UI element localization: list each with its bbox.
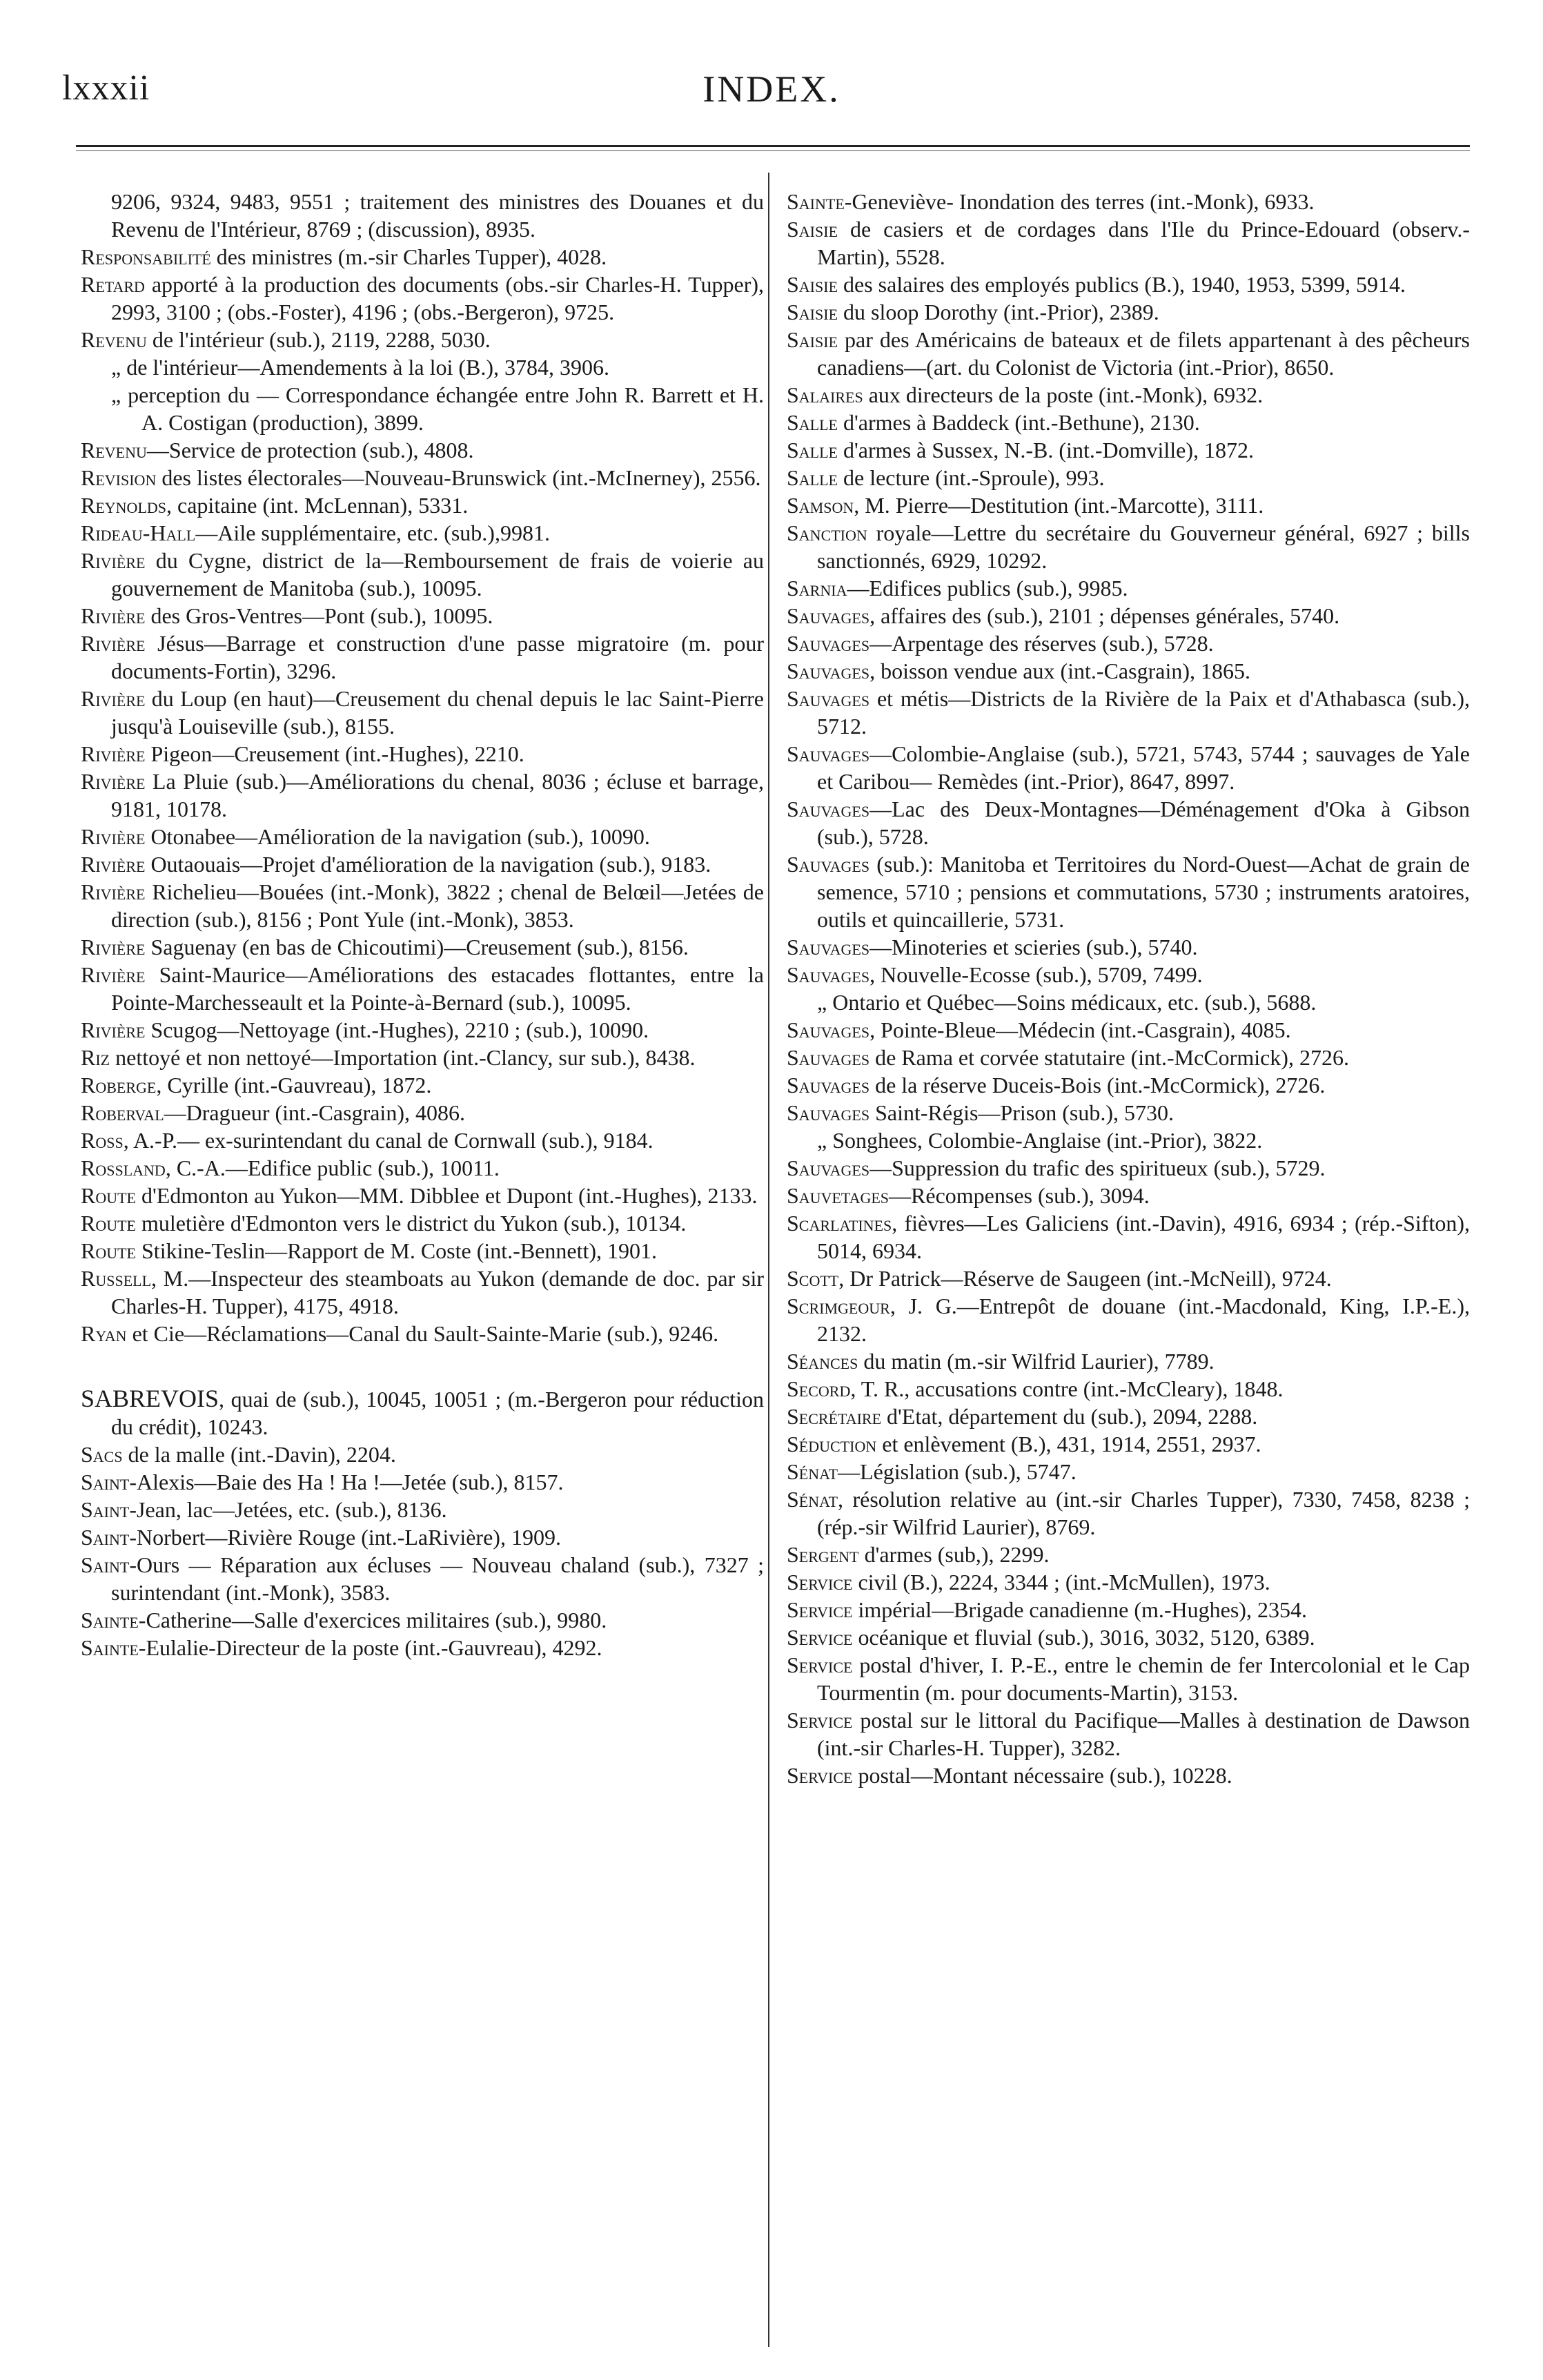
- entry-text: des Gros-Ventres—Pont (sub.), 10095.: [150, 603, 493, 628]
- index-entry: [787, 1596, 1470, 1623]
- index-entry: [81, 1016, 764, 1044]
- entry-heading: Sénat: [787, 1487, 838, 1512]
- entry-text: de lecture (int.-Sproule), 993.: [843, 465, 1105, 490]
- entry-text: de l'intérieur—Amendements à la loi (B.), 3784, 3906.: [126, 355, 610, 380]
- entry-heading: Rivière: [81, 1017, 146, 1042]
- entry-heading: Samson: [787, 493, 854, 518]
- entry-text: des listes électorales—Nouveau-Brunswick (int.-McInerney), 2556.: [161, 465, 761, 490]
- entry-heading: Salle: [787, 465, 838, 490]
- entry-heading: Retard: [81, 272, 145, 297]
- entry-text: —Minoteries et scieries (sub.), 5740.: [869, 935, 1198, 959]
- entry-heading: Secrétaire: [787, 1404, 882, 1429]
- entry-heading: Service: [787, 1570, 853, 1594]
- entry-heading: Sauvages: [787, 1017, 870, 1042]
- entry-text: civil (B.), 2224, 3344 ; (int.-McMullen), 1973.: [858, 1570, 1270, 1594]
- page-number: lxxxii: [62, 68, 150, 108]
- entry-heading: Séances: [787, 1349, 858, 1374]
- entry-text: de la réserve Duceis-Bois (int.-McCormick), 2726.: [875, 1073, 1326, 1098]
- entry-heading: Rideau-Hall: [81, 520, 196, 545]
- entry-text: Stikine-Teslin—Rapport de M. Coste (int.-Bennett), 1901.: [141, 1238, 657, 1263]
- entry-heading: Rivière: [81, 769, 146, 794]
- index-entry: [787, 464, 1470, 491]
- index-entry: [81, 878, 764, 933]
- entry-text: , Pointe-Bleue—Médecin (int.-Casgrain), 4085.: [869, 1017, 1291, 1042]
- entry-heading: Scott: [787, 1266, 839, 1291]
- index-entry: [787, 1126, 1470, 1154]
- entry-text: nettoyé et non nettoyé—Importation (int.-Clancy, sur sub.), 8438.: [115, 1045, 696, 1070]
- entry-heading: Sainte: [81, 1608, 139, 1632]
- entry-heading: Saint: [81, 1497, 130, 1522]
- entry-text: postal—Montant nécessaire (sub.), 10228.: [858, 1763, 1232, 1788]
- index-entry: [81, 961, 764, 1016]
- entry-text: —Edifices publics (sub.), 9985.: [847, 576, 1128, 601]
- entry-text: de l'intérieur (sub.), 2119, 2288, 5030.: [152, 327, 491, 352]
- index-entry: [81, 850, 764, 878]
- entry-heading: Route: [81, 1238, 136, 1263]
- index-entry: [81, 436, 764, 464]
- entry-heading: Roberval: [81, 1100, 164, 1125]
- entry-heading: „: [817, 1128, 827, 1153]
- index-entry: [787, 933, 1470, 961]
- entry-heading: Revision: [81, 465, 157, 490]
- index-entry: [81, 1385, 764, 1441]
- index-entry: [81, 491, 764, 519]
- entry-heading: Sauvages: [787, 603, 870, 628]
- index-entry: [787, 271, 1470, 298]
- index-entry: [81, 381, 764, 436]
- index-entry: [787, 1099, 1470, 1126]
- index-entry: [787, 381, 1470, 409]
- entry-text: —Suppression du trafic des spiritueux (sub.), 5729.: [869, 1155, 1326, 1180]
- entry-heading: Sainte: [81, 1635, 139, 1660]
- index-entry: [787, 740, 1470, 795]
- entry-heading: Rivière: [81, 686, 146, 711]
- entry-heading: Riz: [81, 1045, 110, 1070]
- entry-heading: Russell: [81, 1266, 152, 1291]
- entry-heading: Saisie: [787, 300, 838, 324]
- entry-heading: „: [111, 355, 121, 380]
- index-entry: [787, 1292, 1470, 1347]
- entry-heading: Service: [787, 1652, 853, 1677]
- entry-heading: Sauvages: [787, 659, 870, 683]
- index-entry: [81, 1606, 764, 1634]
- entry-heading: Sacs: [81, 1442, 123, 1467]
- index-entry: [81, 1496, 764, 1523]
- entry-text: , T. R., accusations contre (int.-McCleary), 1848.: [850, 1376, 1284, 1401]
- index-entry: [787, 602, 1470, 630]
- index-entry: [81, 740, 764, 768]
- index-entry: [787, 436, 1470, 464]
- entry-text: -Alexis—Baie des Ha ! Ha !—Jetée (sub.), 8157.: [129, 1470, 564, 1494]
- entry-heading: Rivière: [81, 741, 146, 766]
- entry-text: et enlèvement (B.), 431, 1914, 2551, 2937.: [882, 1432, 1261, 1456]
- index-entry: [787, 1209, 1470, 1265]
- entry-text: -Ours — Réparation aux écluses — Nouveau chaland (sub.), 7327 ; surintendant (int.-Monk), 3583.: [111, 1552, 764, 1605]
- index-entry: [81, 1468, 764, 1496]
- entry-heading: Route: [81, 1211, 136, 1236]
- entry-text: du sloop Dorothy (int.-Prior), 2389.: [843, 300, 1159, 324]
- index-entry: [787, 1265, 1470, 1292]
- entry-heading: Saint: [81, 1552, 130, 1577]
- index-entry: [81, 464, 764, 491]
- page-header: [0, 0, 1543, 138]
- entry-heading: Sauvages: [787, 852, 870, 877]
- entry-text: , quai de (sub.), 10045, 10051 ; (m.-Bergeron pour réduction du crédit), 10243.: [111, 1387, 764, 1439]
- entry-heading: „: [111, 382, 121, 407]
- index-entry: [787, 1541, 1470, 1568]
- entry-text: Richelieu—Bouées (int.-Monk), 3822 ; chenal de Belœil—Jetées de direction (sub.), 8156 ; Pont Yule (int.-Monk), 3853.: [111, 879, 764, 932]
- entry-text: d'armes à Sussex, N.-B. (int.-Domville), 1872.: [843, 438, 1255, 462]
- index-entry: [787, 574, 1470, 602]
- entry-text: Otonabee—Amélioration de la navigation (sub.), 10090.: [150, 824, 650, 849]
- section-gap: [81, 1347, 764, 1385]
- index-entry: [81, 1634, 764, 1661]
- entry-text: , M.—Inspecteur des steamboats au Yukon (demande de doc. par sir Charles-H. Tupper), 4175, 4918.: [111, 1266, 764, 1318]
- index-entry: [787, 1375, 1470, 1403]
- index-entry: [787, 795, 1470, 850]
- index-entry: [787, 1016, 1470, 1044]
- index-entry: [81, 1071, 764, 1099]
- index-entry: [787, 1182, 1470, 1209]
- entry-heading: Sauvages: [787, 1045, 870, 1070]
- index-entry: [81, 1441, 764, 1468]
- entry-heading: Sauvages: [787, 686, 870, 711]
- index-entry: [81, 1237, 764, 1265]
- entry-text: d'Edmonton au Yukon—MM. Dibblee et Dupont (int.-Hughes), 2133.: [141, 1183, 758, 1208]
- index-entry: [81, 768, 764, 823]
- entry-heading: Sanction: [787, 520, 867, 545]
- entry-text: postal sur le littoral du Pacifique—Malles à destination de Dawson (int.-sir Charles-H. Tupper), 3282.: [817, 1708, 1471, 1760]
- entry-heading: Salle: [787, 410, 838, 435]
- entry-text: océanique et fluvial (sub.), 3016, 3032, 5120, 6389.: [858, 1625, 1315, 1650]
- entry-text: 9206, 9324, 9483, 9551 ; traitement des ministres des Douanes et du Revenu de l'Intérieur, 8769 ; (discussion), 8935.: [111, 189, 764, 242]
- index-entry: [81, 1320, 764, 1347]
- entry-heading: Salaires: [787, 382, 863, 407]
- entry-heading: Sauvages: [787, 797, 870, 821]
- entry-heading: Ross: [81, 1128, 124, 1153]
- entry-text: Outaouais—Projet d'amélioration de la navigation (sub.), 9183.: [150, 852, 711, 877]
- entry-heading: Service: [787, 1708, 853, 1733]
- index-entry: [787, 1458, 1470, 1485]
- entry-text: —Législation (sub.), 5747.: [838, 1459, 1077, 1484]
- entry-heading: Rivière: [81, 879, 146, 904]
- index-entry: [81, 1044, 764, 1071]
- entry-text: de casiers et de cordages dans l'Ile du Prince-Edouard (observ.-Martin), 5528.: [817, 217, 1471, 269]
- index-entry: [787, 188, 1470, 215]
- index-entry: [787, 1568, 1470, 1596]
- entry-heading: Saisie: [787, 272, 838, 297]
- entry-text: apporté à la production des documents (obs.-sir Charles-H. Tupper), 2993, 3100 ; (obs.-Foster), 4196 ; (obs.-Bergeron), 9725.: [111, 272, 765, 324]
- entry-heading: „: [817, 990, 827, 1015]
- entry-text: d'Etat, département du (sub.), 2094, 2288.: [887, 1404, 1258, 1429]
- entry-heading: Saint: [81, 1470, 130, 1494]
- index-entry: [787, 1762, 1470, 1789]
- index-entry: [81, 933, 764, 961]
- index-entry: [81, 630, 764, 685]
- index-entry: [81, 1099, 764, 1126]
- entry-text: -Geneviève- Inondation des terres (int.-Monk), 6933.: [844, 189, 1315, 214]
- entry-text: par des Américains de bateaux et de filets appartenant à des pêcheurs canadiens—(art. du Colonist de Victoria (int.-Prior), 8650.: [817, 327, 1471, 380]
- entry-text: , C.-A.—Edifice public (sub.), 10011.: [165, 1155, 500, 1180]
- column-divider: [768, 173, 769, 2347]
- entry-heading: Scarlatines: [787, 1211, 892, 1236]
- index-entry: [787, 1347, 1470, 1375]
- entry-text: de Rama et corvée statutaire (int.-McCormick), 2726.: [875, 1045, 1349, 1070]
- entry-text: —Service de protection (sub.), 4808.: [146, 438, 474, 462]
- index-entry: [81, 1265, 764, 1320]
- entry-text: Songhees, Colombie-Anglaise (int.-Prior), 3822.: [832, 1128, 1263, 1153]
- entry-text: La Pluie (sub.)—Améliorations du chenal, 8036 ; écluse et barrage, 9181, 10178.: [111, 769, 765, 821]
- entry-text: , fièvres—Les Galiciens (int.-Davin), 4916, 6934 ; (rép.-Sifton), 5014, 6934.: [817, 1211, 1470, 1263]
- entry-heading: Roberge: [81, 1073, 157, 1098]
- entry-text: du matin (m.-sir Wilfrid Laurier), 7789.: [863, 1349, 1215, 1374]
- entry-text: , affaires des (sub.), 2101 ; dépenses générales, 5740.: [869, 603, 1340, 628]
- entry-heading: Rivière: [81, 824, 146, 849]
- index-entry: [81, 1209, 764, 1237]
- index-entry: [81, 685, 764, 740]
- index-entry: [81, 547, 764, 602]
- entry-text: Saint-Régis—Prison (sub.), 5730.: [875, 1100, 1174, 1125]
- entry-text: du Loup (en haut)—Creusement du chenal depuis le lac Saint-Pierre jusqu'à Louiseville (sub.), 8155.: [111, 686, 764, 739]
- entry-heading: Scrimgeour: [787, 1294, 890, 1318]
- index-entry: [787, 961, 1470, 988]
- entry-heading: Ryan: [81, 1321, 127, 1346]
- index-entry: [787, 519, 1470, 574]
- entry-text: , Nouvelle-Ecosse (sub.), 5709, 7499.: [869, 962, 1203, 987]
- index-entry: [81, 823, 764, 850]
- entry-heading: Reynolds: [81, 493, 167, 518]
- entry-text: Ontario et Québec—Soins médicaux, etc. (sub.), 5688.: [832, 990, 1317, 1015]
- index-entry: [81, 326, 764, 353]
- entry-heading: Saisie: [787, 327, 838, 352]
- index-entry: [81, 188, 764, 243]
- entry-heading: Sainte: [787, 189, 845, 214]
- entry-text: des salaires des employés publics (B.), 1940, 1953, 5399, 5914.: [843, 272, 1406, 297]
- index-entry: [787, 1651, 1470, 1706]
- index-entry: [81, 1523, 764, 1551]
- entry-text: perception du — Correspondance échangée entre John R. Barrett et H. A. Costigan (production), 3899.: [128, 382, 765, 435]
- entry-text: d'armes à Baddeck (int.-Bethune), 2130.: [843, 410, 1200, 435]
- index-entry: [81, 353, 764, 381]
- index-entry: [787, 685, 1470, 740]
- header-rule: [76, 145, 1470, 147]
- entry-text: , Dr Patrick—Réserve de Saugeen (int.-McNeill), 9724.: [838, 1266, 1332, 1291]
- entry-heading: Rivière: [81, 935, 146, 959]
- index-entry: [81, 1126, 764, 1154]
- entry-text: Saguenay (en bas de Chicoutimi)—Creusement (sub.), 8156.: [150, 935, 689, 959]
- entry-text: et métis—Districts de la Rivière de la Paix et d'Athabasca (sub.), 5712.: [817, 686, 1471, 739]
- entry-text: —Dragueur (int.-Casgrain), 4086.: [164, 1100, 465, 1125]
- entry-text: aux directeurs de la poste (int.-Monk), 6932.: [868, 382, 1264, 407]
- entry-text: —Récompenses (sub.), 3094.: [889, 1183, 1150, 1208]
- entry-text: et Cie—Réclamations—Canal du Sault-Sainte-Marie (sub.), 9246.: [132, 1321, 719, 1346]
- entry-text: des ministres (m.-sir Charles Tupper), 4028.: [216, 244, 607, 269]
- entry-heading: Rivière: [81, 852, 146, 877]
- entry-text: (sub.): Manitoba et Territoires du Nord-Ouest—Achat de grain de semence, 5710 ; pensions et commutations, 5730 ; instruments aratoires, outils et quincaillerie, 5731.: [817, 852, 1471, 932]
- entry-text: , boisson vendue aux (int.-Casgrain), 1865.: [869, 659, 1250, 683]
- index-entry: [81, 271, 764, 326]
- index-entry: [787, 298, 1470, 326]
- index-entry: [787, 1485, 1470, 1541]
- entry-text: , résolution relative au (int.-sir Charles Tupper), 7330, 7458, 8238 ; (rép.-sir Wilfrid Laurier), 8769.: [817, 1487, 1470, 1539]
- index-entry: [787, 1430, 1470, 1458]
- index-entry: [787, 1623, 1470, 1651]
- entry-heading: Revenu: [81, 327, 147, 352]
- index-entry: [787, 630, 1470, 657]
- index-entry: [787, 1706, 1470, 1762]
- entry-heading: Sauvages: [787, 962, 870, 987]
- entry-text: du Cygne, district de la—Remboursement de frais de voierie au gouvernement de Manitoba (sub.), 10095.: [111, 548, 765, 601]
- entry-text: —Aile supplémentaire, etc. (sub.),9981.: [195, 520, 550, 545]
- entry-text: -Catherine—Salle d'exercices militaires (sub.), 9980.: [138, 1608, 607, 1632]
- header-rule-thin: [76, 150, 1470, 151]
- entry-text: —Lac des Deux-Montagnes—Déménagement d'Oka à Gibson (sub.), 5728.: [817, 797, 1470, 849]
- entry-text: impérial—Brigade canadienne (m.-Hughes), 2354.: [858, 1597, 1307, 1622]
- index-entry: [787, 850, 1470, 933]
- index-entry: [787, 988, 1470, 1016]
- entry-heading: Rivière: [81, 603, 146, 628]
- entry-text: -Norbert—Rivière Rouge (int.-LaRivière), 1909.: [129, 1525, 561, 1550]
- entry-text: , M. Pierre—Destitution (int.-Marcotte), 3111.: [854, 493, 1264, 518]
- index-entry: [81, 519, 764, 547]
- index-entry: [787, 1044, 1470, 1071]
- entry-text: -Jean, lac—Jetées, etc. (sub.), 8136.: [129, 1497, 447, 1522]
- index-entry: [81, 1154, 764, 1182]
- entry-text: —Arpentage des réserves (sub.), 5728.: [869, 631, 1214, 656]
- entry-text: , A.-P.— ex-surintendant du canal de Cornwall (sub.), 9184.: [123, 1128, 653, 1153]
- entry-heading: Sauvages: [787, 1100, 870, 1125]
- index-entry: [787, 657, 1470, 685]
- index-entry: [787, 1403, 1470, 1430]
- entry-text: postal d'hiver, I. P.-E., entre le chemin de fer Intercolonial et le Cap Tourmentin (m. pour documents-Martin), 3153.: [817, 1652, 1471, 1705]
- left-column: [81, 188, 764, 1661]
- entry-text: Jésus—Barrage et construction d'une passe migratoire (m. pour documents-Fortin), 3296.: [111, 631, 765, 683]
- entry-text: Pigeon—Creusement (int.-Hughes), 2210.: [150, 741, 524, 766]
- entry-heading: Revenu: [81, 438, 147, 462]
- entry-text: Saint-Maurice—Améliorations des estacades flottantes, entre la Pointe-Marchesseault et la Pointe-à-Bernard (sub.), 10095.: [111, 962, 764, 1015]
- entry-heading: Responsabilité: [81, 244, 211, 269]
- index-entry: [81, 602, 764, 630]
- entry-heading: Salle: [787, 438, 838, 462]
- entry-text: -Eulalie-Directeur de la poste (int.-Gauvreau), 4292.: [138, 1635, 602, 1660]
- index-entry: [81, 1182, 764, 1209]
- index-entry: [81, 1551, 764, 1606]
- entry-heading: Route: [81, 1183, 136, 1208]
- entry-heading: Sénat: [787, 1459, 838, 1484]
- entry-heading: Sauvages: [787, 1155, 870, 1180]
- entry-heading: Sauvages: [787, 1073, 870, 1098]
- entry-heading: Rivière: [81, 962, 146, 987]
- index-entry: [81, 243, 764, 271]
- index-entry: [787, 1071, 1470, 1099]
- index-entry: [787, 491, 1470, 519]
- entry-heading: Secord: [787, 1376, 851, 1401]
- entry-heading: Rivière: [81, 631, 146, 656]
- entry-heading: Sauvages: [787, 741, 870, 766]
- entry-text: de la malle (int.-Davin), 2204.: [128, 1442, 396, 1467]
- entry-heading: Sarnia: [787, 576, 847, 601]
- entry-heading: Séduction: [787, 1432, 877, 1456]
- entry-heading: Saint: [81, 1525, 130, 1550]
- entry-text: , capitaine (int. McLennan), 5331.: [166, 493, 469, 518]
- index-entry: [787, 1154, 1470, 1182]
- entry-text: royale—Lettre du secrétaire du Gouverneur général, 6927 ; bills sanctionnés, 6929, 10292.: [817, 520, 1471, 573]
- entry-text: , Cyrille (int.-Gauvreau), 1872.: [156, 1073, 432, 1098]
- entry-heading: Service: [787, 1625, 853, 1650]
- entry-text: d'armes (sub,), 2299.: [864, 1542, 1050, 1567]
- running-head-title: INDEX.: [702, 68, 841, 110]
- index-entry: [787, 326, 1470, 381]
- entry-text: —Colombie-Anglaise (sub.), 5721, 5743, 5744 ; sauvages de Yale et Caribou— Remèdes (int.-Prior), 8647, 8997.: [817, 741, 1470, 794]
- entry-heading: Service: [787, 1763, 853, 1788]
- entry-text: muletière d'Edmonton vers le district du Yukon (sub.), 10134.: [141, 1211, 687, 1236]
- entry-heading: Rossland: [81, 1155, 166, 1180]
- entry-heading: Service: [787, 1597, 853, 1622]
- entry-heading: SABREVOIS: [81, 1385, 219, 1412]
- entry-heading: Saisie: [787, 217, 838, 242]
- right-column: [787, 188, 1470, 1789]
- entry-heading: Sauvages: [787, 935, 870, 959]
- entry-heading: Sauvetages: [787, 1183, 890, 1208]
- entry-heading: Rivière: [81, 548, 146, 573]
- entry-heading: Sergent: [787, 1542, 859, 1567]
- index-entry: [787, 409, 1470, 436]
- entry-text: , J. G.—Entrepôt de douane (int.-Macdonald, King, I.P.-E.), 2132.: [817, 1294, 1470, 1346]
- entry-text: Scugog—Nettoyage (int.-Hughes), 2210 ; (sub.), 10090.: [150, 1017, 649, 1042]
- index-entry: [787, 215, 1470, 271]
- entry-heading: Sauvages: [787, 631, 870, 656]
